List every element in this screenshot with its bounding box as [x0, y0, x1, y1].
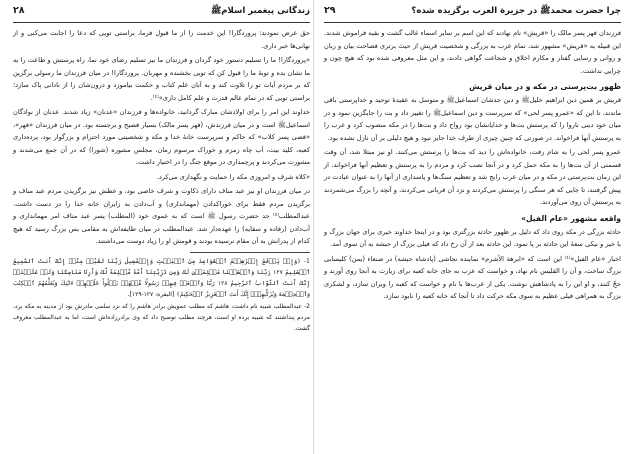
paragraph: قریش بر همین دین ابراهیم خلیلﷺ و دین جدشان اسماعیلﷺ و متوسل به عقیدهٔ توحید و خداپرستی باقی ماندند، تا این که «عمرو پسر لحی» که سرپرست و دین اسماعیلﷺ را تغییر داد و بت را جایگزین نمود و در میان خود دینی ناروا را که پرستش بت‌ها و خدایانشان بود رواج داد و بت‌ها را در مکه منصوب کرد و عرب را به پرستش آنها فراخواند. در صورتی که چنین چیزی از طرف خدا جایز نبود و هیچ دلیلی بر آن نازل نشده بود. [324, 96, 621, 142]
paragraph: «پروردگارا! ما را تسلیم دستور خود گردان و فرزندان ما نیز تسلیم رضای خود نما، راه پرستش و طاعت را به ما نشان بده و توبهٔ ما را قبول کن که تویی بخشنده و مهربان. پروردگارا! در میان فرزندان ما رسولی برگزین که بر مردم آیات تو را تلاوت کند و به آنان علم کتاب و حکمت بیاموزد و درون‌شان را از نادانی پاک سازد؛ براستی تویی که در تمام عالم قدرت و علم کامل داری»⁽¹⁾. [13, 56, 310, 102]
paragraph: حادثه بزرگی در مکه روی داد که دلیل بر ظهور حادثه بزرگتری بود و در اینجا خداوند خیری برای جهان بزرگ و با خیر و نیکی سعهٔ این حادثه بر پا نمود. این حادثه بعد از آن رخ داد که فیلی بزرگ از حبشه به آن سوی آمد. [324, 227, 621, 248]
paragraph: عمرو پسر لحی را به شام رفت، خانواده‌اش را دید که بت‌ها را پرستش می‌کنند. او نیز مبتلا شد، آن وقت قسمتی از آن بت‌ها را به مکه حمل کرد و در آنجا نصب کرد و مردم را به پرستش و تعظیم آنها فراخواند. از این زمان بت‌پرستی در مکه و در میان عرب رایج شد و تعظیم سنگ‌ها و پاسداری از آنها را به عنوان عبادت در پیش گرفتند، تا جایی که هر سنگی را پرستش می‌کردند و نزد آن قربانی می‌کردند، و آنچه را بزرگ می‌شمردند به پرستش آن روی می‌آوردند. [324, 148, 621, 206]
running-title: زندگانی پیغمبر اسلامﷺ [211, 6, 310, 16]
footnote: 1- ﴿وَإِذۡ يَرۡفَعُ إِبۡرَٰهِـۧمُ ٱلۡقَوَاعِدَ مِنَ ٱلۡبَيۡتِ وَإِسۡمَٰعِيلُ رَبَّنَا تَقَبَّلۡ مِنَّآۖ إِنَّكَ أَنتَ ٱلسَّمِيعُ ٱلۡعَلِيمُ ١٢٧ رَبَّنَا وَٱجۡعَلۡنَا مُسۡلِمَيۡنِ لَكَ وَمِن ذُرِّيَّتِنَآ أُمَّةٗ مُّسۡلِمَةٗ لَّكَ وَأَرِنَا مَنَاسِكَنَا وَتُبۡ عَلَيۡنَآۖ إِنَّكَ أَنتَ ٱلتَّوَّابُ ٱلرَّحِيمُ ١٢٨ رَبَّنَا وَٱبۡعَثۡ فِيهِمۡ رَسُولٗا مِّنۡهُمۡ يَتۡلُواْ عَلَيۡهِمۡ ءَايَٰتِكَ وَيُعَلِّمُهُمُ ٱلۡكِتَٰبَ وَٱلۡحِكۡمَةَ وَيُزَكِّيهِمۡۖ إِنَّكَ أَنتَ ٱلۡعَزِيزُ ٱلۡحَكِيمُ﴾ [البقرة: ١٢٧-١٢٩]. [13, 257, 310, 298]
right-page [324, 0, 621, 454]
page-header [13, 5, 310, 23]
paragraph: حق عرض نمودند: پروردگارا! این خدمت را از ما قبول فرما، براستی تویی که دعا را اجابت می‌کنی و از نهانی‌ها خبر داری. [13, 29, 310, 50]
section-heading: واقعه مشهور «عام الفیل» [521, 213, 621, 223]
footnote: 2- عبدالمطلب شیبه نام داشت، هاشم که مطلب عمویش برادر هاشم را که نزد سلمی مادرش بود از مدینه به مکه برد، مردم پنداشتند که شیبه برده او است، هرچند مطلب توضیح داد که وی برادرزاده‌اش است، اما به عبدالمطلب معروف گشت. [13, 302, 310, 332]
section-heading: ظهور بت‌پرستی در مکه و در میان قریش [469, 82, 621, 91]
paragraph: در میان فرزندان او نیز عبد مناف دارای ذکاوت و شرف خاصی بود، و عطش نیز برگزیدن مردم عبد مناف و برگزیدن مردم فقط برای خوراکدادن (مهمانداری) و آب‌دادن به زایران خانه خدا را در دست داشت. عبدالمطلب⁽²⁾ جد حضرت رسول ﷺ است که به عموی خود (المطلب) پسر عبد مناف امر مهمانداری و آب‌دادن (رفاده و سقایه) را عهده‌دار شد. عبدالمطلب در میان طایفه‌اش به مقامی بس بزرگ رسید که هیچ کدام از پدرانش به آن مقام نرسیده بودند و قومش او را زیاد دوست می‌داشتند. [13, 187, 310, 245]
running-title: چرا حضرت محمدﷺ در جزیرة العرب برگزیده شده؟ [411, 6, 621, 16]
page-number: ۲۸ [13, 5, 25, 16]
page-gutter [313, 0, 314, 454]
left-page [13, 0, 310, 454]
footnote-divider [190, 252, 310, 253]
page-body [324, 27, 621, 303]
page-body [13, 27, 310, 334]
paragraph: «کلاه شرف و امروزی مکه را حمایت و نگهداری می‌کرد. [156, 172, 310, 181]
paragraph: فرزندان فهر پسر مالک را «قریش» نام نهادند که این اسم بر سایر اسماء غالب گشت و بقیه فراموش شدند. این قبیله به «قریش» مشهور شد، تمام عرب به بزرگی و شخصیت قریش از حیث برتری فصاحت بیان و زبان و روانی و رسایی گفتار و مکارم اخلاق و شجاعت گواهی دادند، و این مثل معروفی شده بود که هیچ چون و چرایی نداشت. [324, 29, 621, 75]
page-number: ۲۹ [324, 5, 336, 16]
paragraph: اخبار «عام الفیل»⁽¹⁾ این است که «ابرهة الأشرم» نماینده نجاشی (پادشاه حبشه) در صنعاء (یمن) کلیسایی بزرگ ساخت، و آن را القلیس نام نهاد، و خواست که عرب به جای خانه کعبه برای زیارت به آنجا روی آورند و حجّ کنند، و او این را به پادشاهش نوشت. یکی از عرب‌ها با نام و خواست که کعبه را ویران سازد، و لشکری بزرگ به همراهی فیلی عظیم به سوی مکه حرکت داد تا آنجا که خانه کعبه را نابود سازد. [324, 254, 621, 300]
paragraph: خداوند این امر را برای اولادشان مبارک گردانید، خانواده‌ها و فرزندان «عدنان» زیاد شدند. عدنان از نوادگان اسماعیلﷺ است و در میان فرزندش، (فهر پسر مالک) بسیار فصیح و برجسته بود. در میان فرزندان «فهر»، «قصی پسر کلاب» که حاکم و سرپرست خانهٔ خدا و مکه و شخصیتی مورد احترام و بزرگوار بود، پرده‌داری کعبه، کلید بیت، آب چاه زمزم و خوراک مرسوم زمان، مجلس مشوره (شورا) که در آن جمع می‌شدند و مشورت می‌کردند و پرچمداری در موقع جنگ را در اختیار داشت. [13, 108, 310, 166]
page-header [324, 5, 621, 23]
